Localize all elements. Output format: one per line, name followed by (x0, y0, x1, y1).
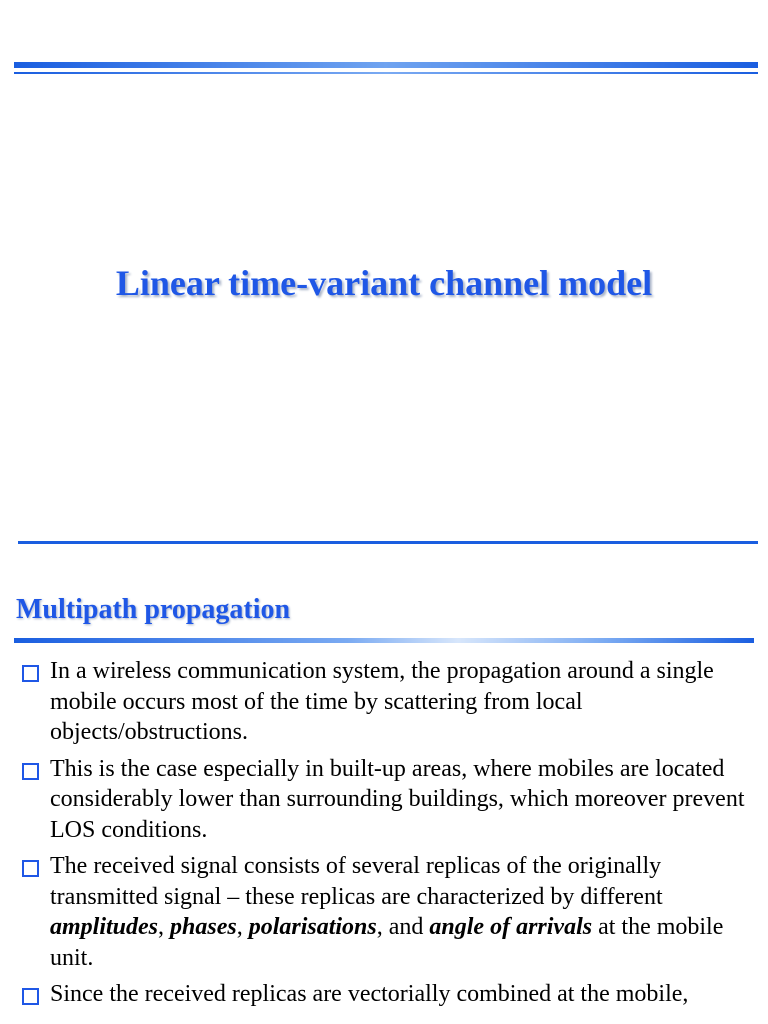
checkbox-bullet-icon (22, 860, 39, 877)
slide-divider (18, 541, 758, 544)
bullet-item (20, 851, 755, 973)
bullet-item (20, 754, 755, 846)
bullet-list (20, 656, 755, 1016)
emphasis-term: phases (170, 914, 237, 940)
bullet-item (20, 656, 755, 748)
bullet-text: The received signal consists of several replicas of the originally transmitted signal – these replicas are characterized by different amplitudes, phases, polarisations, and angle of arrivals at the mobile unit. (50, 853, 724, 971)
checkbox-bullet-icon (22, 665, 39, 682)
bullet-item (20, 979, 755, 1010)
slide-title: Linear time-variant channel model (115, 263, 653, 303)
checkbox-bullet-icon (22, 763, 39, 780)
top-rule-thin (14, 72, 758, 74)
section-title-rule (14, 638, 754, 643)
bullet-text: In a wireless communication system, the propagation around a single mobile occurs most of the time by scattering from local objects/obstructions. (50, 658, 714, 745)
checkbox-bullet-icon (22, 988, 39, 1005)
section-title: Multipath propagation (16, 594, 291, 625)
emphasis-term: angle of arrivals (429, 914, 593, 940)
top-rule-thick (14, 62, 758, 68)
emphasis-term: polarisations (248, 914, 377, 940)
emphasis-term: amplitudes (50, 914, 159, 940)
bullet-text: Since the received replicas are vectorially combined at the mobile, (50, 981, 689, 1007)
bullet-text: This is the case especially in built-up areas, where mobiles are located considerably lower than surrounding buildings, which moreover prevent LOS conditions. (50, 755, 745, 843)
